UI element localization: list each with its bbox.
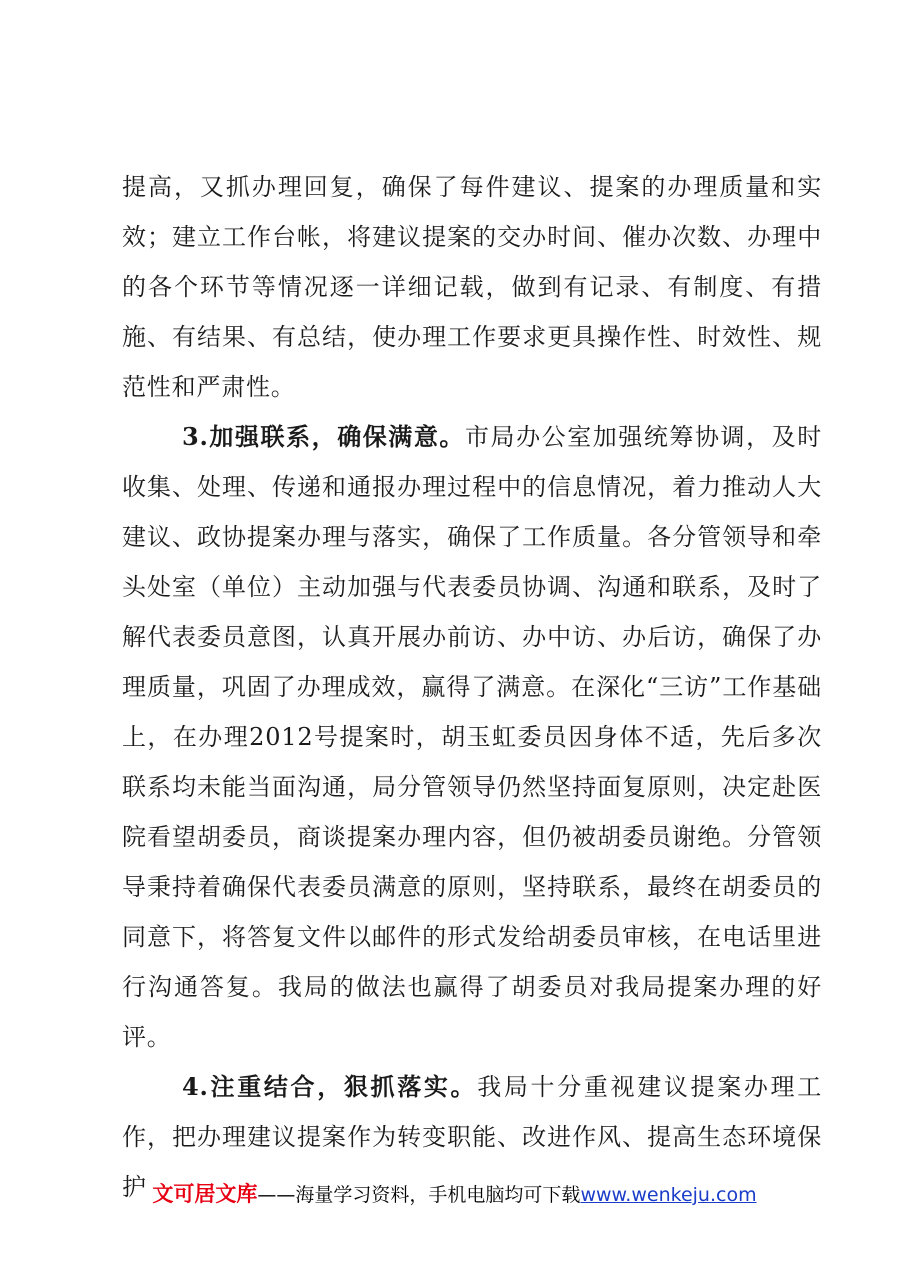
footer-tagline: ——海量学习资料，手机电脑均可下载	[257, 1184, 581, 1206]
footer-url-link[interactable]: www.wenkeju.com	[580, 1184, 757, 1206]
paragraph-continuation: 提高，又抓办理回复，确保了每件建议、提案的办理质量和实效；建立工作台帐，将建议提案的交办时间、催办次数、办理中的各个环节等情况逐一详细记载，做到有记录、有制度、有措施、有结果、有总结，使办理工作要求更具操作性、时效性、规范性和严肃性。	[122, 173, 822, 401]
section-4-heading: 4.注重结合，狠抓落实。	[182, 1072, 478, 1101]
footer-brand: 文可居文库	[152, 1182, 258, 1206]
watermark-footer	[0, 1179, 909, 1210]
paragraph-section-3	[122, 412, 822, 1062]
section-3-body: 市局办公室加强统筹协调，及时收集、处理、传递和通报办理过程中的信息情况，着力推动人大建议、政协提案办理与落实，确保了工作质量。各分管领导和牵头处室（单位）主动加强与代表委员协调、沟通和联系，及时了解代表委员意图，认真开展办前访、办中访、办后访，确保了办理质量，巩固了办理成效，赢得了满意。在深化“三访”工作基础上，在办理2012号提案时，胡玉虹委员因身体不适，先后多次联系均未能当面沟通，局分管领导仍然坚持面复原则，决定赴医院看望胡委员，商谈提案办理内容，但仍被胡委员谢绝。分管领导秉持着确保代表委员满意的原则，坚持联系，最终在胡委员的同意下，将答复文件以邮件的形式发给胡委员审核，在电话里进行沟通答复。我局的做法也赢得了胡委员对我局提案办理的好评。	[122, 423, 822, 1051]
document-body	[122, 162, 822, 1212]
section-3-heading: 3.加强联系，确保满意。	[182, 422, 465, 451]
section-4-body: 我局十分重视建议提案办理工作，把办理建议提案作为转变职能、改进作风、提高生态环境保护	[122, 1073, 823, 1201]
